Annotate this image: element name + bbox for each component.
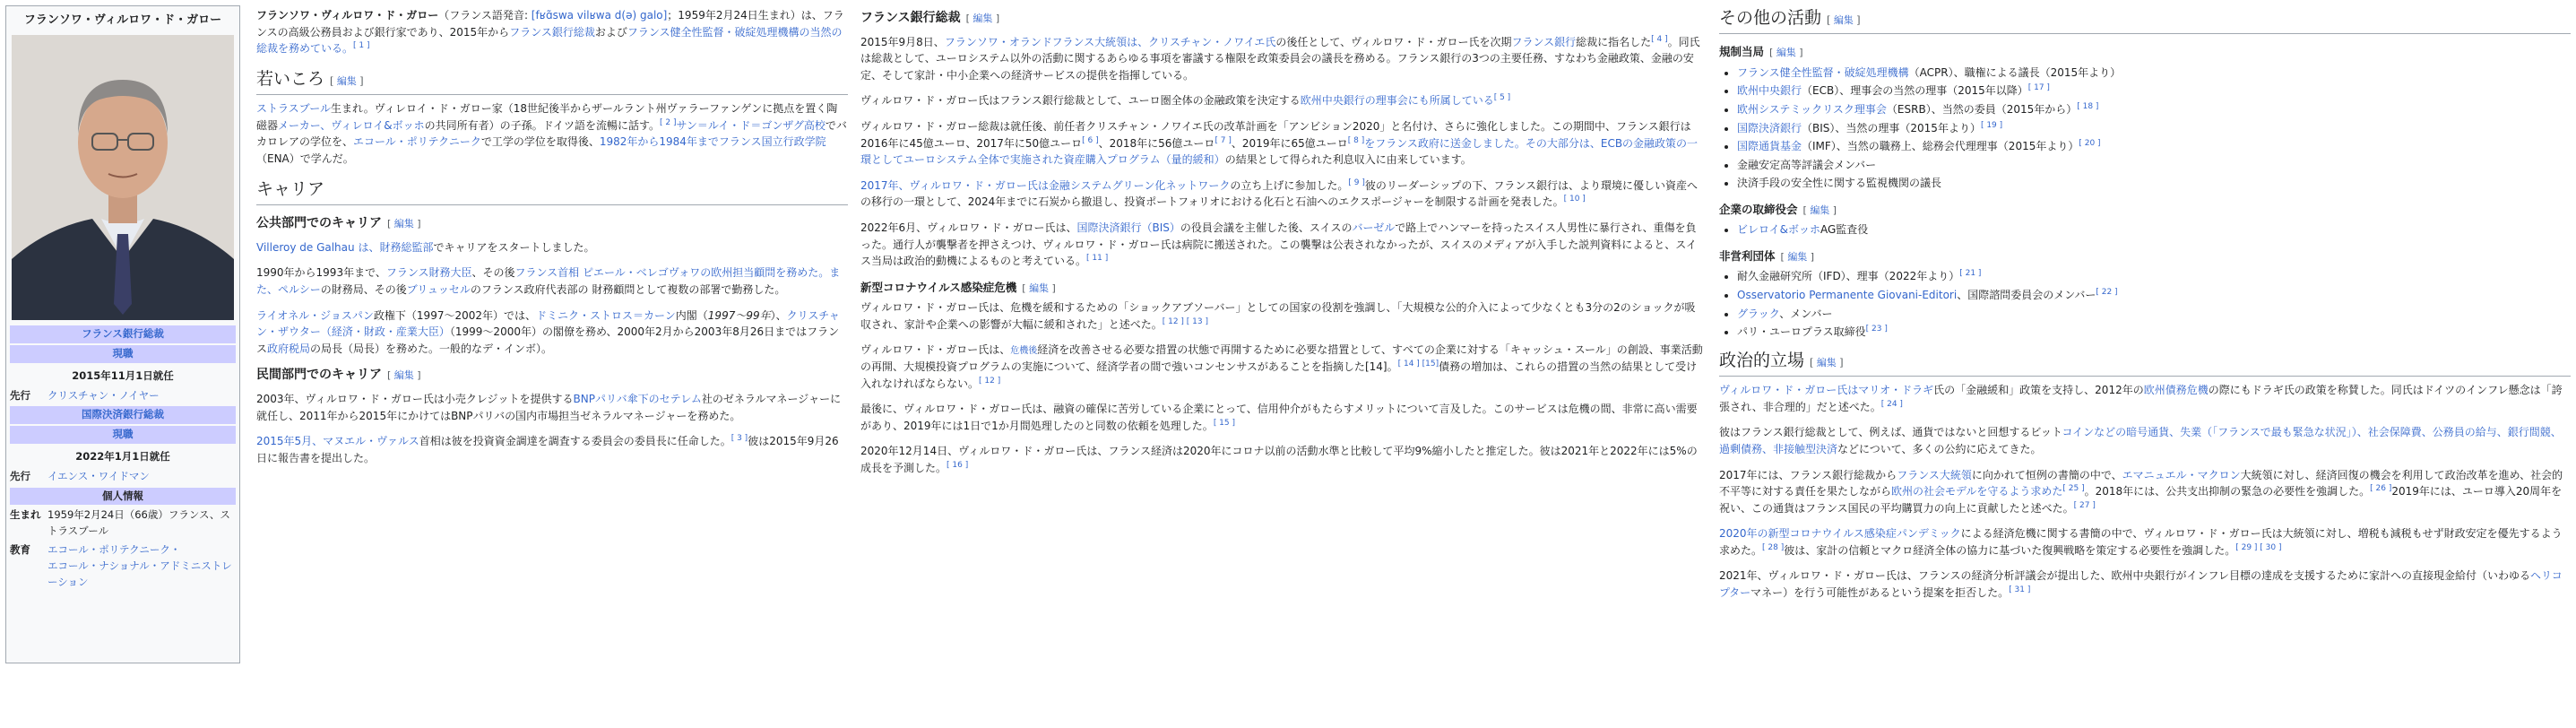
list-item-link[interactable]: 欧州中央銀行 bbox=[1737, 84, 1802, 98]
link-covid-pandemic[interactable]: 2020年の新型コロナウイルス感染症パンデミック bbox=[1719, 527, 1961, 541]
infobox-birth: 1959年2月24日（66歳）フランス、ストラスブール bbox=[48, 508, 230, 538]
heading-text: 企業の取締役会 bbox=[1719, 202, 1798, 216]
heading-text: 非営利団体 bbox=[1719, 248, 1776, 263]
heading-text: その他の活動 bbox=[1719, 8, 1822, 28]
corporate-list bbox=[1719, 221, 2571, 238]
subject-name: フランソワ・ヴィルロワ・ド・ガロー bbox=[256, 9, 439, 22]
ref[interactable]: [ 17 ] bbox=[2027, 83, 2050, 93]
text: のフランス政府代表部の 財務顧問として複数の部署で勤務した。 bbox=[470, 282, 786, 296]
link-crypto[interactable]: コインなどの暗号通貨、失業（「フランスで最も緊急な状況」）、社会保障費、公務員の給与、銀行間競、過剰債務、非接触型決済 bbox=[1719, 426, 2562, 455]
governor-paragraph-4 bbox=[860, 178, 1703, 211]
text: AG監査役 bbox=[1820, 223, 1869, 237]
list-item-link[interactable]: フランス健全性監督・破綻処理機構 bbox=[1737, 65, 1909, 79]
heading-covid bbox=[860, 279, 1703, 296]
link-brussels[interactable]: ブリュッセル bbox=[406, 282, 471, 296]
text: 2022年6月、ヴィルロワ・ド・ガロー氏は、 bbox=[860, 221, 1077, 235]
text: ；1959年2月24日生まれ）は、フランスの高級公務員および銀行家であり、2015年から bbox=[256, 9, 844, 39]
text: （ESRB）、当然の委員（2015年から） bbox=[1886, 103, 2078, 116]
list-item bbox=[1737, 306, 2571, 323]
infobox-start-1: 2015年11月1日就任 bbox=[72, 368, 174, 382]
infobox-start-2: 2022年1月1日就任 bbox=[75, 450, 170, 464]
infobox-incumbent-1[interactable]: 現職 bbox=[10, 345, 236, 363]
link-sautter[interactable]: クリスチャン・ザウター（経済・財政・産業大臣） bbox=[256, 308, 840, 339]
covid-paragraph-3 bbox=[860, 401, 1703, 434]
heading-text: 公共部門でのキャリア bbox=[256, 216, 382, 231]
text: 社のゼネラルマネージャーに就任し、2011年から2015年にかけてはBNPパリバの国内市場担当ゼネラルマネージャーを務めた。 bbox=[256, 392, 842, 422]
public-paragraph-1 bbox=[256, 239, 848, 256]
public-paragraph-3 bbox=[256, 308, 848, 358]
heading-text: 新型コロナウイルス感染症危機 bbox=[860, 280, 1017, 294]
list-item-link[interactable]: Osservatorio Permanente Giovani-Editori bbox=[1737, 288, 1958, 301]
link-valls[interactable]: 2015年5月、マヌエル・ヴァルス bbox=[256, 435, 419, 448]
ref-6[interactable]: [ 6 ] bbox=[1082, 135, 1099, 145]
text: の共同所有者）の子孫。ドイツ語を流暢に話す。 bbox=[424, 118, 661, 132]
ref-3[interactable]: [ 3 ] bbox=[730, 434, 748, 444]
political-paragraph-2 bbox=[1719, 424, 2571, 457]
political-paragraph-4 bbox=[1719, 525, 2571, 559]
text: 2019年には、ユーロ導入20周年を祝い、この通貨はフランス国民の平均購買力の向上に貢献したと述べた。 bbox=[1719, 485, 2563, 515]
infobox-edu-label: 教育 bbox=[10, 543, 30, 557]
edit-link[interactable]: [ 編集 ] bbox=[330, 75, 364, 87]
link-tax-directorate[interactable]: 政府税局 bbox=[267, 342, 311, 355]
ref[interactable]: [ 22 ] bbox=[2096, 287, 2118, 297]
article-column-3 bbox=[1719, 5, 2571, 611]
infobox-incumbent-2[interactable]: 現職 bbox=[10, 426, 236, 444]
text: による経済危機に関する書簡の中で、ヴィルロワ・ド・ガロー氏は大統領に対し、増税も減税もせず財政安定を優先するよう求めた。 bbox=[1719, 527, 2563, 557]
heading-early-life bbox=[256, 66, 848, 95]
text: ヴィルロワ・ド・ガロー氏はフランス銀行総裁として、ユーロ圏全体の金融政策を決定する bbox=[860, 94, 1301, 108]
infobox-birth-row bbox=[10, 507, 236, 540]
ref-12b[interactable]: [ 12 ] bbox=[979, 376, 1001, 386]
text: 1997〜99年 bbox=[707, 308, 771, 322]
text: 。2018年には、公共支出抑制の緊急の必要性を強調した。 bbox=[2084, 485, 2371, 498]
infobox-edu-values bbox=[48, 542, 236, 590]
link-ngfs[interactable]: 2017年、ヴィルロワ・ド・ガロー氏は金融システムグリーン化ネットワーク bbox=[860, 178, 1231, 192]
link-president[interactable]: フランス大統領 bbox=[1897, 468, 1972, 481]
list-item bbox=[1737, 82, 2571, 100]
heading-text: フランス銀行総裁 bbox=[860, 11, 961, 25]
list-item bbox=[1737, 120, 2571, 137]
link-igf[interactable]: Villeroy de Galhau は、財務総監部 bbox=[256, 240, 434, 254]
heading-text: 若いころ bbox=[256, 68, 325, 89]
text: の財務局、その後 bbox=[320, 282, 407, 296]
text: 最後に、ヴィルロワ・ド・ガロー氏は、融資の確保に苦労している企業にとって、信用仲介がもたらすメリットについて言及した。このサービスは危機の間、非常に高い需要があり、2019年には1日で1か月間処理したのと同数の依頼を処理した。 bbox=[860, 403, 1698, 432]
text: 耐久金融研究所（IFD）、理事（2022年より） bbox=[1737, 270, 1960, 283]
heading-corporate-boards bbox=[1719, 201, 2571, 218]
ref-25[interactable]: [ 25 ] bbox=[2062, 484, 2085, 494]
link-finance-minister[interactable]: フランス財務大臣 bbox=[385, 266, 472, 280]
infobox-prev-row-1 bbox=[10, 388, 236, 404]
edit-link[interactable]: [ 編集 ] bbox=[1827, 14, 1861, 26]
list-item bbox=[1737, 268, 2571, 285]
text: ヴィルロワ・ド・ガロー氏は、 bbox=[860, 343, 1011, 357]
link-helicopter[interactable]: ヘリコプター bbox=[1719, 569, 2563, 600]
text: 、その後 bbox=[471, 266, 515, 280]
text: 2020年12月14日、ヴィルロワ・ド・ガロー氏は、フランス経済は2020年にコロナ以前の活動水準と比較して平均9%縮小したと推定した。彼は2021年と2022年には5%の成長を予測した。 bbox=[860, 445, 1698, 474]
infobox-prev-1[interactable]: クリスチャン・ノイヤー bbox=[48, 388, 160, 402]
text: で路上でハンマーを持ったスイス人男性に暴行され、重傷を負った。通行人が襲撃者を押さえつけ、ヴィルロワ・ド・ガロー氏は病院に搬送された。この襲撃は公表されなかったが、スイスのメディアが入手した説判資料によると、スイス当局は政治的動機によるものと考えている。 bbox=[860, 221, 1698, 268]
ref-2[interactable]: [ 2 ] bbox=[660, 117, 677, 127]
list-item-link[interactable]: 国際通貨基金 bbox=[1737, 140, 1802, 153]
governor-paragraph-5 bbox=[860, 220, 1703, 270]
infobox-prev-2[interactable]: イエンス・ワイドマン bbox=[48, 469, 150, 482]
link-qe[interactable]: をフランス政府に送金しました。その大部分は、ECBの金融政策の一環としてユーロシステム全体で実施された資産購入プログラム（量的緩和） bbox=[860, 136, 1699, 167]
link-hollande[interactable]: フランソワ・オランドフランス大統領は、クリスチャン・ノワイエ氏 bbox=[944, 35, 1276, 48]
text: マネー）を行う可能性があるという提案を拒否した。 bbox=[1750, 586, 2010, 600]
text: 2021年、ヴィルロワ・ド・ガロー氏は、フランスの経済分析評議会が提出した、欧州中央銀行がインフレ目標の達成を支援するために家計への直接現金給付（いわゆる bbox=[1719, 569, 2530, 583]
political-paragraph-3 bbox=[1719, 467, 2571, 517]
link-bis[interactable]: 国際決済銀行（BIS） bbox=[1076, 221, 1180, 235]
infobox-prev-row-2 bbox=[10, 469, 236, 485]
heading-career bbox=[256, 177, 848, 205]
heading-political-positions bbox=[1719, 348, 2571, 377]
ref-1[interactable]: [ 1 ] bbox=[353, 41, 370, 51]
covid-paragraph-4 bbox=[860, 443, 1703, 476]
text: 生まれ。ヴィレロイ・ド・ガロー家（18世紀後半からザールラント州ヴァラーファンゲンに拠点を置く陶磁器 bbox=[256, 102, 838, 132]
ref-15[interactable]: [ 15 ] bbox=[1213, 418, 1236, 428]
infobox-title: フランソワ・ヴィルロワ・ド・ガロー bbox=[23, 13, 222, 27]
heading-text: キャリア bbox=[256, 178, 325, 199]
text: （フランス語発音: bbox=[438, 9, 532, 22]
ref-16[interactable]: [ 16 ] bbox=[947, 460, 969, 470]
edit-link[interactable]: [ 編集 ] bbox=[387, 369, 421, 381]
ref-10[interactable]: [ 10 ] bbox=[1563, 195, 1586, 204]
heading-nonprofit bbox=[1719, 247, 2571, 264]
heading-private-career bbox=[256, 366, 848, 386]
text: ）、 bbox=[770, 308, 787, 322]
list-item bbox=[1737, 221, 2571, 238]
governor-paragraph-2 bbox=[860, 92, 1703, 109]
heading-regulators bbox=[1719, 43, 2571, 60]
covid-paragraph-2 bbox=[860, 342, 1703, 392]
infobox bbox=[5, 5, 240, 663]
infobox-office-1[interactable]: フランス銀行総裁 bbox=[10, 325, 236, 343]
heading-other-activities bbox=[1719, 5, 2571, 34]
political-paragraph-5 bbox=[1719, 568, 2571, 601]
link-social-model[interactable]: 欧州の社会モデルを守るよう求めた bbox=[1891, 485, 2063, 498]
link-draghi[interactable]: ヴィルロワ・ド・ガロー氏はマリオ・ドラギ bbox=[1719, 384, 1934, 397]
text: （BIS）、当然の理事（2015年より） bbox=[1802, 121, 1981, 134]
text: の局長（局長）を務めた。一般的なデ・インボ）。 bbox=[310, 342, 553, 355]
regulators-list bbox=[1719, 65, 2571, 192]
infobox-edu-1[interactable]: エコール・ポリテクニーク・ bbox=[48, 543, 181, 557]
text: ヴィルロワ・ド・ガロー氏は、危機を緩和するための「ショックアブソーバー」としての国家の役割を強調し、「大規模な公的介入によって少なくとも3分の2のショックが吸収され、家計や企業への影響が大幅に緩和された」と述べた。 bbox=[860, 301, 1696, 331]
intro-paragraph bbox=[256, 7, 848, 57]
edit-link[interactable]: [ 編集 ] bbox=[1781, 251, 1815, 263]
ref-31[interactable]: [ 31 ] bbox=[2009, 585, 2031, 595]
article-column-1 bbox=[256, 5, 848, 475]
heading-public-career bbox=[256, 214, 848, 234]
ref[interactable]: [ 23 ] bbox=[1865, 325, 1888, 334]
list-item-link[interactable]: ビレロイ&ボッホ bbox=[1737, 223, 1820, 237]
link-acpr[interactable]: フランス健全性監督・破綻処理機構の当然の総裁を務めている。 bbox=[256, 25, 843, 56]
text: で工学の学位を取得後、 bbox=[480, 135, 600, 149]
nonprofit-list bbox=[1719, 268, 2571, 340]
text: 大統領に対し、経済回復の機会を利用して政治改革を進め、社会的不平等に対する責任を果たしながら bbox=[1719, 468, 2563, 498]
list-item bbox=[1737, 138, 2571, 155]
ref-14-15[interactable]: [ 14 ] [15] bbox=[1397, 359, 1439, 368]
ref-9[interactable]: [ 9 ] bbox=[1348, 178, 1365, 187]
ref-11[interactable]: [ 11 ] bbox=[1086, 254, 1109, 264]
infobox-edu-row bbox=[10, 542, 236, 590]
text: 、2019年に65億ユーロ bbox=[1231, 136, 1348, 150]
ref-7[interactable]: [ 7 ] bbox=[1215, 135, 1232, 145]
text: 彼は、家計の信頼とマクロ経済全体の協力に基づいた復興戦略を策定する必要性を強調した。 bbox=[1784, 543, 2236, 557]
list-item bbox=[1737, 175, 2571, 192]
list-item bbox=[1737, 65, 2571, 82]
text: 経済を改善させる必要な措置の状態で再開するために必要な措置として、すべての企業に対する「キャッシュ・スール」の創設、事業活動の再開、大規模投資プログラムの実施について、経済学者の間で強いコンセンサスがあることを指摘した bbox=[860, 343, 1703, 373]
infobox-personal-header: 個人情報 bbox=[10, 488, 236, 506]
infobox-edu-2[interactable]: エコール・ナショナル・アドミニストレーション bbox=[48, 559, 232, 588]
text: （ECB）、理事会の当然の理事（2015年以降） bbox=[1802, 84, 2028, 98]
text: 決済手段の安全性に関する監視機関の議長 bbox=[1737, 177, 1942, 190]
public-paragraph-2 bbox=[256, 264, 848, 298]
list-item bbox=[1737, 287, 2571, 304]
ref-8[interactable]: [ 8 ] bbox=[1347, 135, 1365, 145]
text: 。同氏は総裁として、ユーロシステム以外の活動に関するあらゆる事項を審議する権限を政策委員会の議長を務める。フランス銀行の3つの主要任務、すなわち金融政策、金融の安定、そして家計・中小企業への経済サービスの提供を指揮している。 bbox=[860, 35, 1700, 82]
link-macron[interactable]: エマニュエル・マクロン bbox=[2122, 468, 2241, 481]
edit-link[interactable]: [ 編集 ] bbox=[1022, 282, 1056, 294]
text: 1990年から1993年まで、 bbox=[256, 266, 386, 280]
private-paragraph-2 bbox=[256, 433, 848, 466]
infobox-prev-label: 先行 bbox=[10, 469, 30, 482]
portrait-illustration bbox=[12, 35, 234, 320]
ref-4[interactable]: [ 4 ] bbox=[1651, 34, 1668, 44]
text: でバカロレアの学位を、 bbox=[256, 118, 847, 149]
ref-24[interactable]: [ 24 ] bbox=[1880, 399, 1903, 409]
political-paragraph-1 bbox=[1719, 382, 2571, 415]
link-banque-de-france[interactable]: フランス銀行 bbox=[1511, 35, 1577, 48]
text: の際にもドラギ氏の政策を称賛した。同氏はドイツのインフレ懸念は「誇張され、非合理的」だと述べた。 bbox=[1719, 384, 2563, 413]
link-cetelem[interactable]: BNPパリバ傘下のセテレム bbox=[573, 392, 702, 405]
link-ena[interactable]: 1982年から1984年までフランス国立行政学院 bbox=[599, 135, 826, 149]
ref-28[interactable]: [ 28 ] bbox=[1762, 542, 1785, 552]
edit-link[interactable]: [ 編集 ] bbox=[387, 218, 421, 230]
text: 彼のリーダーシップの下、フランス銀行は、より環境に優しい資産への移行の一環として、2024年までに石炭から撤退し、投資ポートフォリオにおける化石と石油へのエクスポージャーを制限する計画を発表した。 bbox=[860, 178, 1699, 209]
list-item-link[interactable]: 国際決済銀行 bbox=[1737, 121, 1802, 134]
link-basel[interactable]: バーゼル bbox=[1352, 221, 1396, 235]
text: の役員会議を主催した後、スイスの bbox=[1180, 221, 1353, 235]
edit-link[interactable]: [ 編集 ] bbox=[1769, 47, 1803, 58]
text: の結果として得られた利息収入に由来しています。 bbox=[1224, 153, 1472, 167]
text: 。 bbox=[1387, 360, 1398, 373]
list-item-link[interactable]: グラック bbox=[1737, 307, 1780, 320]
text: パリ・ユーロプラス取締役 bbox=[1737, 325, 1866, 339]
heading-text: 政治的立場 bbox=[1719, 350, 1805, 370]
text: 金融安定高等評議会メンバー bbox=[1737, 158, 1877, 171]
ipa-link[interactable]: [fʁɑ̃swa vilʁwa d(ə) galo] bbox=[531, 9, 668, 22]
link-ecb-council[interactable]: 欧州中央銀行の理事会にも所属している bbox=[1300, 94, 1494, 108]
text: 氏の「金融緩和」政策を支持し、2012年の bbox=[1933, 384, 2144, 397]
text: の後任として、ヴィルロワ・ド・ガロー氏を次期 bbox=[1275, 35, 1512, 48]
infobox-office-2[interactable]: 国際決済銀行総裁 bbox=[10, 406, 236, 424]
text: 政権下（1997〜2002年）では、 bbox=[373, 308, 537, 322]
text: の立ち上げに参加した。 bbox=[1230, 178, 1349, 192]
ref-27[interactable]: [ 27 ] bbox=[2073, 500, 2096, 510]
text: （ENA）で学んだ。 bbox=[256, 152, 354, 165]
link-polytechnique[interactable]: エコール・ポリテクニーク bbox=[353, 135, 481, 149]
infobox-prev-label: 先行 bbox=[10, 388, 30, 402]
ref-29-30[interactable]: [ 29 ] [ 30 ] bbox=[2235, 542, 2282, 552]
early-life-paragraph bbox=[256, 100, 848, 167]
ref-26[interactable]: [ 26 ] bbox=[2370, 484, 2392, 494]
text: ヴィルロワ・ド・ガロー総裁は就任後、前任者クリスチャン・ノワイエ氏の改革計画を「アンビション2020」と名付け、さらに強化しました。この期間中、フランス銀行は2016年に45億ユーロ、2017年に50億ユーロ bbox=[860, 120, 1691, 150]
private-paragraph-1 bbox=[256, 391, 848, 424]
edit-link[interactable]: [ 編集 ] bbox=[1810, 357, 1844, 368]
governor-paragraph-3 bbox=[860, 118, 1703, 169]
link-post-crisis[interactable]: 危機後 bbox=[1010, 346, 1038, 357]
text: 2003年、ヴィルロワ・ド・ガロー氏は小売クレジットを提供する bbox=[256, 392, 574, 405]
ref[interactable]: [ 20 ] bbox=[2079, 139, 2101, 149]
ref[interactable]: [ 21 ] bbox=[1959, 269, 1982, 279]
infobox-birth-label: 生まれ bbox=[10, 508, 41, 522]
text: 2015年9月8日、 bbox=[860, 35, 945, 48]
ref[interactable]: [ 18 ] bbox=[2077, 102, 2099, 111]
text: 彼は2015年9月26日に報告書を提出した。 bbox=[256, 435, 839, 464]
edit-link[interactable]: [ 編集 ] bbox=[1803, 204, 1837, 216]
heading-text: 民間部門でのキャリア bbox=[256, 368, 382, 383]
covid-paragraph-1 bbox=[860, 299, 1703, 333]
text: 2017年には、フランス銀行総裁から bbox=[1719, 468, 1897, 481]
text: （ACPR）、職権による議長（2015年より） bbox=[1908, 65, 2122, 79]
text: [14] bbox=[1364, 360, 1387, 373]
heading-text: 規制当局 bbox=[1719, 45, 1765, 59]
text: （1999〜2000年）の閣僚を務め、2000年2月から2003年8月26日まではフランス bbox=[256, 325, 840, 355]
text: に向かれて恒例の書簡の中で、 bbox=[1971, 468, 2122, 481]
link-beregovoy[interactable]: フランス首相 ピエール・ベレゴヴォワの欧州担当顧問を務めた。また、ペルシー bbox=[256, 266, 841, 296]
list-item bbox=[1737, 101, 2571, 118]
text: 、国際諮問委員会のメンバー bbox=[1957, 288, 2096, 301]
ref[interactable]: [ 19 ] bbox=[1980, 120, 2003, 130]
text: 首相は彼を投資資金調達を調査する委員会の委員長に任命した。 bbox=[419, 435, 731, 448]
link-euro-crisis[interactable]: 欧州債務危機 bbox=[2143, 384, 2209, 397]
text: でキャリアをスタートしました。 bbox=[433, 240, 595, 254]
list-item bbox=[1737, 324, 2571, 341]
heading-governor bbox=[860, 9, 1703, 29]
list-item-link[interactable]: 欧州システミックリスク理事会 bbox=[1737, 103, 1887, 116]
governor-paragraph-1 bbox=[860, 34, 1703, 84]
text: 彼はフランス銀行総裁として、例えば、通貨ではないと回想するビット bbox=[1719, 426, 2062, 439]
text: 内閣（ bbox=[675, 308, 708, 322]
text: 債務の増加は、これらの措置の当然の結果として受け入れなければならない。 bbox=[860, 360, 1698, 390]
link-banque-de-france-governor[interactable]: フランス銀行総裁 bbox=[509, 25, 595, 39]
link-jospin[interactable]: ライオネル・ジョスパン bbox=[256, 308, 374, 322]
text: などについて、多くの公約に応えてきた。 bbox=[1837, 442, 2042, 455]
ref-5[interactable]: [ 5 ] bbox=[1493, 93, 1511, 103]
text: 総裁に指名した bbox=[1576, 35, 1652, 48]
text: 、メンバー bbox=[1779, 307, 1833, 320]
ref-12-13[interactable]: [ 12 ] [ 13 ] bbox=[1162, 316, 1208, 326]
article-column-2 bbox=[860, 5, 1703, 486]
list-item bbox=[1737, 157, 2571, 174]
link-strauss-kahn[interactable]: ドミニク・ストロス＝カーン bbox=[536, 308, 676, 322]
edit-link[interactable]: [ 編集 ] bbox=[966, 13, 1000, 24]
text: 、2018年に56億ユーロ bbox=[1098, 136, 1215, 150]
text: （IMF）、当然の職務上、総務会代理理事（2015年より） bbox=[1802, 140, 2079, 153]
text: および bbox=[594, 25, 627, 39]
link-villeroy-boch[interactable]: メーカー、ヴィレロイ&ボッホ bbox=[278, 118, 425, 132]
link-gonzague[interactable]: サン＝ルイ・ド＝ゴンザグ高校 bbox=[676, 118, 826, 132]
link-strasbourg[interactable]: ストラスブール bbox=[256, 102, 332, 116]
portrait-photo bbox=[12, 35, 234, 320]
